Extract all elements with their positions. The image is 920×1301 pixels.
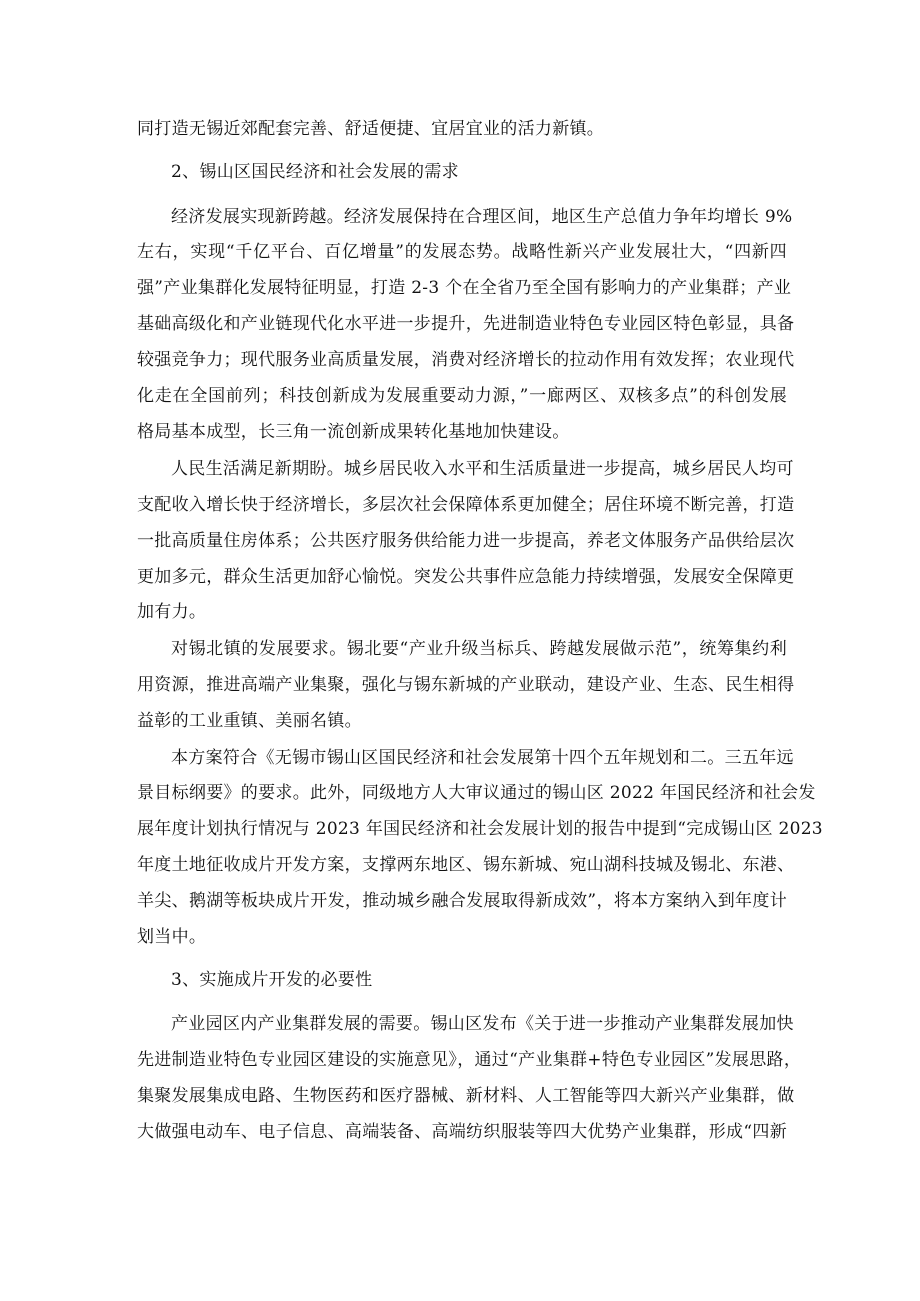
paragraph-line: 大做强电动车、电子信息、高端装备、高端纺织服装等四大优势产业集群，形成“四新 [137, 1122, 787, 1142]
paragraph-line: 更加多元，群众生活更加舒心愉悦。突发公共事件应急能力持续增强，发展安全保障更 [137, 567, 795, 587]
paragraph-line: 划当中。 [137, 927, 207, 947]
paragraph-line: 集聚发展集成电路、生物医药和医疗器械、新材料、人工智能等四大新兴产业集群，做 [137, 1086, 795, 1106]
paragraph-line: 羊尖、鹅湖等板块成片开发，推动城乡融合发展取得新成效”，将本方案纳入到年度计 [137, 891, 787, 911]
section-heading: 3、实施成片开发的必要性 [171, 970, 373, 990]
paragraph-line: 支配收入增长快于经济增长，多层次社会保障体系更加健全；居住环境不断完善，打造 [137, 495, 795, 515]
paragraph-line: 加有力。 [137, 602, 207, 622]
paragraph-line: 用资源，推进高端产业集聚，强化与锡东新城的产业联动，建设产业、生态、民生相得 [137, 675, 795, 695]
paragraph-line: 强”产业集群化发展特征明显，打造 2-3 个在全省乃至全国有影响力的产业集群；产业 [137, 278, 792, 298]
paragraph-line: 格局基本成型，长三角一流创新成果转化基地加快建设。 [137, 422, 570, 442]
paragraph-line: 展年度计划执行情况与 2023 年国民经济和社会发展计划的报告中提到“完成锡山区 2023 [137, 819, 823, 839]
paragraph-line: 较强竞争力；现代服务业高质量发展，消费对经济增长的拉动作用有效发挥；农业现代 [137, 350, 795, 370]
paragraph-line: 产业园区内产业集群发展的需要。锡山区发布《关于进一步推动产业集群发展加快 [171, 1014, 794, 1034]
paragraph-line: 化走在全国前列；科技创新成为发展重要动力源，”一廊两区、双核多点”的科创发展 [137, 386, 787, 406]
section-heading: 2、锡山区国民经济和社会发展的需求 [171, 162, 459, 182]
paragraph-line: 人民生活满足新期盼。城乡居民收入水平和生活质量进一步提高，城乡居民人均可 [171, 459, 794, 479]
paragraph-line: 景目标纲要》的要求。此外，同级地方人大审议通过的锡山区 2022 年国民经济和社会发 [137, 783, 816, 803]
paragraph-line: 益彰的工业重镇、美丽名镇。 [137, 711, 362, 731]
paragraph-line: 同打造无锡近郊配套完善、舒适便捷、宜居宜业的活力新镇。 [137, 119, 605, 139]
paragraph-line: 年度土地征收成片开发方案，支撑两东地区、锡东新城、宛山湖科技城及锡北、东港、 [137, 855, 795, 875]
paragraph-line: 本方案符合《无锡市锡山区国民经济和社会发展第十四个五年规划和二。三五年远 [171, 748, 794, 768]
paragraph-line: 先进制造业特色专业园区建设的实施意见》，通过“产业集群+特色专业园区”发展思路， [137, 1050, 802, 1070]
paragraph-line: 一批高质量住房体系；公共医疗服务供给能力进一步提高，养老文体服务产品供给层次 [137, 531, 795, 551]
paragraph-line: 左右，实现“千亿平台、百亿增量”的发展态势。战略性新兴产业发展壮大，“四新四 [137, 242, 787, 262]
paragraph-line: 经济发展实现新跨越。经济发展保持在合理区间，地区生产总值力争年均增长 9% [171, 207, 793, 227]
paragraph-line: 基础高级化和产业链现代化水平进一步提升，先进制造业特色专业园区特色彰显，具备 [137, 314, 795, 334]
paragraph-line: 对锡北镇的发展要求。锡北要“产业升级当标兵、跨越发展做示范”，统筹集约利 [171, 639, 787, 659]
